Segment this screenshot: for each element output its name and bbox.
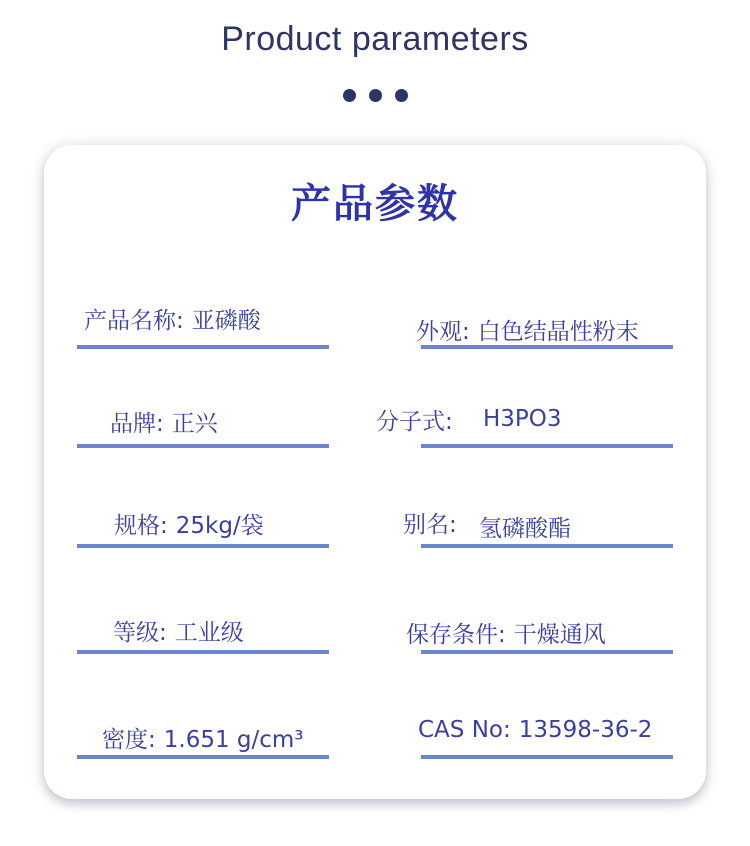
param-label: 保存条件: [406, 622, 506, 648]
underline [421, 650, 673, 654]
param-label: 分子式: [376, 409, 453, 435]
param-value: 氢磷酸酯 [479, 516, 571, 542]
param-value: 工业级 [174, 620, 244, 646]
param-value: 25kg/袋 [175, 513, 264, 539]
underline [421, 345, 673, 349]
underline [421, 544, 673, 548]
dot-icon [369, 89, 382, 102]
underline [77, 650, 329, 654]
param-label: 外观: [416, 319, 470, 345]
param-label: CAS No: [418, 717, 511, 743]
underline [421, 755, 673, 759]
param-value: 亚磷酸 [191, 308, 261, 334]
param-value: 干燥通风 [513, 622, 606, 648]
param-value: H3PO3 [483, 406, 562, 432]
underline [77, 345, 329, 349]
parameters-card [44, 145, 706, 799]
dot-icon [395, 89, 408, 102]
param-label: 规格: [114, 513, 168, 539]
param-value: 1.651 g/cm³ [163, 727, 304, 753]
param-label: 密度: [102, 727, 156, 753]
param-value: 白色结晶性粉末 [477, 319, 639, 345]
card-title: 产品参数 [291, 181, 459, 227]
dots-divider [0, 89, 750, 105]
param-label: 品牌: [110, 411, 164, 437]
underline [77, 544, 329, 548]
param-label: 别名: [403, 512, 457, 538]
underline [421, 444, 673, 448]
param-label: 产品名称: [84, 308, 184, 334]
underline [77, 755, 329, 759]
underline [77, 444, 329, 448]
param-value: 13598-36-2 [518, 717, 653, 743]
page-heading: Product parameters [221, 20, 529, 58]
param-label: 等级: [113, 620, 167, 646]
param-value: 正兴 [171, 411, 218, 437]
dot-icon [343, 89, 356, 102]
